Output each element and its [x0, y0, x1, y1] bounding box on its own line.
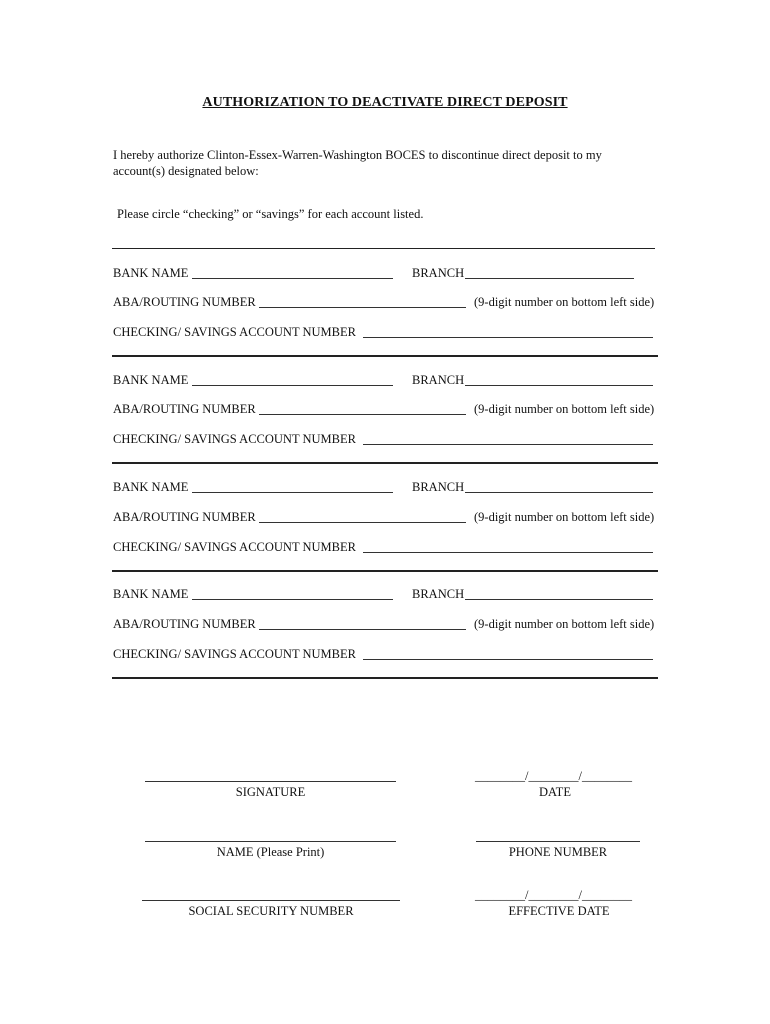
routing-label: ABA/ROUTING NUMBER: [113, 617, 256, 631]
bank-name-label: BANK NAME: [113, 587, 189, 601]
routing-label: ABA/ROUTING NUMBER: [113, 402, 256, 416]
phone-label: PHONE NUMBER: [508, 845, 608, 859]
bank-name-field-4[interactable]: [192, 599, 393, 600]
signature-label: SIGNATURE: [235, 785, 306, 799]
bank-name-field-1[interactable]: [192, 278, 393, 279]
account-field-2[interactable]: [363, 444, 653, 445]
account-field-1[interactable]: [363, 337, 653, 338]
section-divider: [112, 462, 658, 464]
section-divider: [112, 355, 658, 357]
date-label: DATE: [539, 785, 571, 799]
routing-field-1[interactable]: [259, 307, 466, 308]
signature-field[interactable]: [145, 781, 396, 782]
account-label: CHECKING/ SAVINGS ACCOUNT NUMBER: [113, 647, 356, 661]
bank-name-field-2[interactable]: [192, 385, 393, 386]
effective-date-field[interactable]: ________/________/________: [475, 888, 632, 902]
name-label: NAME (Please Print): [216, 845, 325, 859]
ssn-field[interactable]: [142, 900, 400, 901]
routing-hint: (9-digit number on bottom left side): [474, 402, 655, 416]
account-field-4[interactable]: [363, 659, 653, 660]
branch-label: BRANCH: [412, 266, 465, 280]
phone-field[interactable]: [476, 841, 640, 842]
account-field-3[interactable]: [363, 552, 653, 553]
routing-field-2[interactable]: [259, 414, 466, 415]
branch-field-2[interactable]: [465, 385, 653, 386]
bank-name-label: BANK NAME: [113, 373, 189, 387]
branch-label: BRANCH: [412, 480, 465, 494]
branch-label: BRANCH: [412, 587, 465, 601]
ssn-label: SOCIAL SECURITY NUMBER: [188, 904, 354, 918]
section-divider: [112, 677, 658, 679]
branch-field-1[interactable]: [465, 278, 634, 279]
account-label: CHECKING/ SAVINGS ACCOUNT NUMBER: [113, 325, 356, 339]
branch-field-3[interactable]: [465, 492, 653, 493]
bank-name-field-3[interactable]: [192, 492, 393, 493]
bank-name-label: BANK NAME: [113, 266, 189, 280]
authorization-statement: I hereby authorize Clinton-Essex-Warren-Washington BOCES to discontinue direct deposit to my account(s) designated below:: [113, 148, 602, 178]
date-field[interactable]: ________/________/________: [475, 769, 632, 783]
name-field[interactable]: [145, 841, 396, 842]
routing-hint: (9-digit number on bottom left side): [474, 510, 655, 524]
routing-field-4[interactable]: [259, 629, 466, 630]
routing-field-3[interactable]: [259, 522, 466, 523]
form-title: AUTHORIZATION TO DEACTIVATE DIRECT DEPOSIT: [202, 95, 568, 110]
instruction-note: Please circle “checking” or “savings” for each account listed.: [117, 207, 424, 221]
branch-field-4[interactable]: [465, 599, 653, 600]
section-divider: [112, 570, 658, 572]
branch-label: BRANCH: [412, 373, 465, 387]
account-label: CHECKING/ SAVINGS ACCOUNT NUMBER: [113, 432, 356, 446]
routing-hint: (9-digit number on bottom left side): [474, 617, 655, 631]
bank-name-label: BANK NAME: [113, 480, 189, 494]
effective-date-label: EFFECTIVE DATE: [508, 904, 610, 918]
routing-label: ABA/ROUTING NUMBER: [113, 510, 256, 524]
routing-hint: (9-digit number on bottom left side): [474, 295, 655, 309]
account-label: CHECKING/ SAVINGS ACCOUNT NUMBER: [113, 540, 356, 554]
section-divider: [112, 248, 655, 249]
routing-label: ABA/ROUTING NUMBER: [113, 295, 256, 309]
